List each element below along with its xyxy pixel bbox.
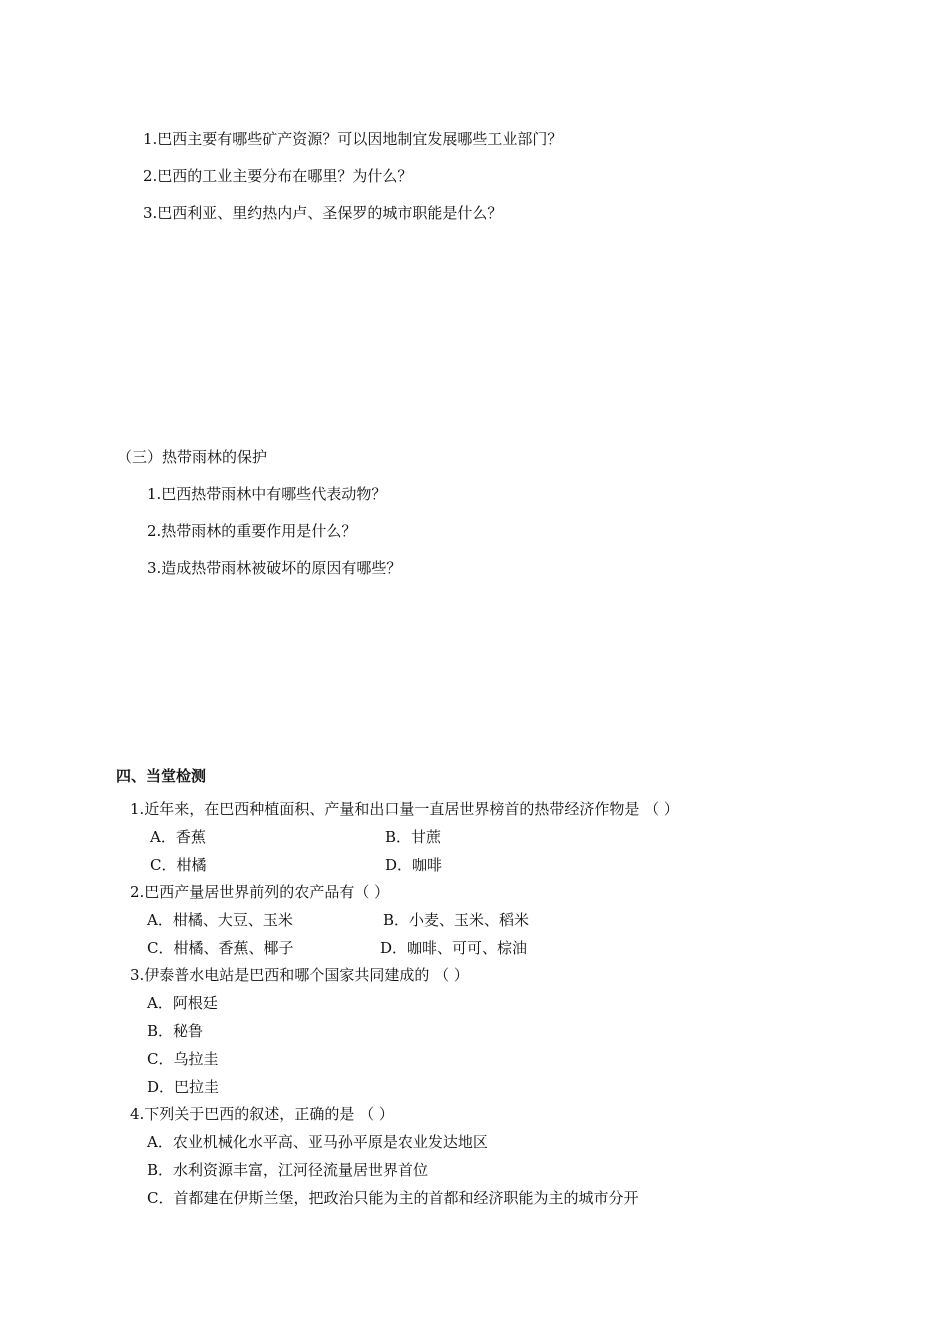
quiz-question-3-stem: 3.伊泰普水电站是巴西和哪个国家共同建成的 （ ） bbox=[130, 966, 469, 984]
quiz-question-2-option-c: C．柑橘、香蕉、椰子 bbox=[147, 939, 294, 957]
quiz-question-2-stem: 2.巴西产量居世界前列的农产品有（ ） bbox=[130, 883, 390, 901]
quiz-question-1-stem: 1.近年来，在巴西种植面积、产量和出口量一直居世界榜首的热带经济作物是 （ ） bbox=[130, 800, 679, 818]
question-city-functions: 3.巴西利亚、里约热内卢、圣保罗的城市职能是什么？ bbox=[143, 204, 503, 222]
quiz-question-4-stem: 4.下列关于巴西的叙述，正确的是 （ ） bbox=[130, 1105, 394, 1123]
question-rainforest-importance: 2.热带雨林的重要作用是什么？ bbox=[147, 522, 357, 540]
quiz-question-1-option-c: C．柑橘 bbox=[150, 856, 207, 874]
quiz-question-4-option-b: B．水利资源丰富，江河径流量居世界首位 bbox=[147, 1161, 429, 1179]
quiz-question-2-option-d: D．咖啡、可可、棕油 bbox=[380, 939, 528, 957]
question-rainforest-destruction: 3.造成热带雨林被破坏的原因有哪些？ bbox=[147, 559, 402, 577]
quiz-question-1-option-b: B．甘蔗 bbox=[385, 828, 442, 846]
quiz-question-4-option-a: A．农业机械化水平高、亚马孙平原是农业发达地区 bbox=[147, 1133, 488, 1151]
quiz-question-3-option-c: C．乌拉圭 bbox=[147, 1050, 219, 1068]
section-three-heading: （三）热带雨林的保护 bbox=[117, 448, 268, 466]
quiz-question-4-option-c: C．首都建在伊斯兰堡，把政治只能为主的首都和经济职能为主的城市分开 bbox=[147, 1189, 639, 1207]
quiz-question-1-option-a: A．香蕉 bbox=[150, 828, 206, 846]
question-industry-distribution: 2.巴西的工业主要分布在哪里？为什么？ bbox=[143, 167, 413, 185]
quiz-question-1-option-d: D．咖啡 bbox=[385, 856, 443, 874]
quiz-question-2-option-b: B．小麦、玉米、稻米 bbox=[383, 911, 530, 929]
quiz-question-3-option-a: A．阿根廷 bbox=[147, 994, 218, 1012]
section-four-heading: 四、当堂检测 bbox=[116, 767, 207, 785]
quiz-question-2-option-a: A．柑橘、大豆、玉米 bbox=[147, 911, 293, 929]
quiz-question-3-option-d: D．巴拉圭 bbox=[147, 1078, 220, 1096]
quiz-question-3-option-b: B．秘鲁 bbox=[147, 1022, 204, 1040]
question-mineral-resources: 1.巴西主要有哪些矿产资源？可以因地制宜发展哪些工业部门？ bbox=[143, 130, 563, 148]
question-rainforest-animals: 1.巴西热带雨林中有哪些代表动物？ bbox=[147, 485, 387, 503]
